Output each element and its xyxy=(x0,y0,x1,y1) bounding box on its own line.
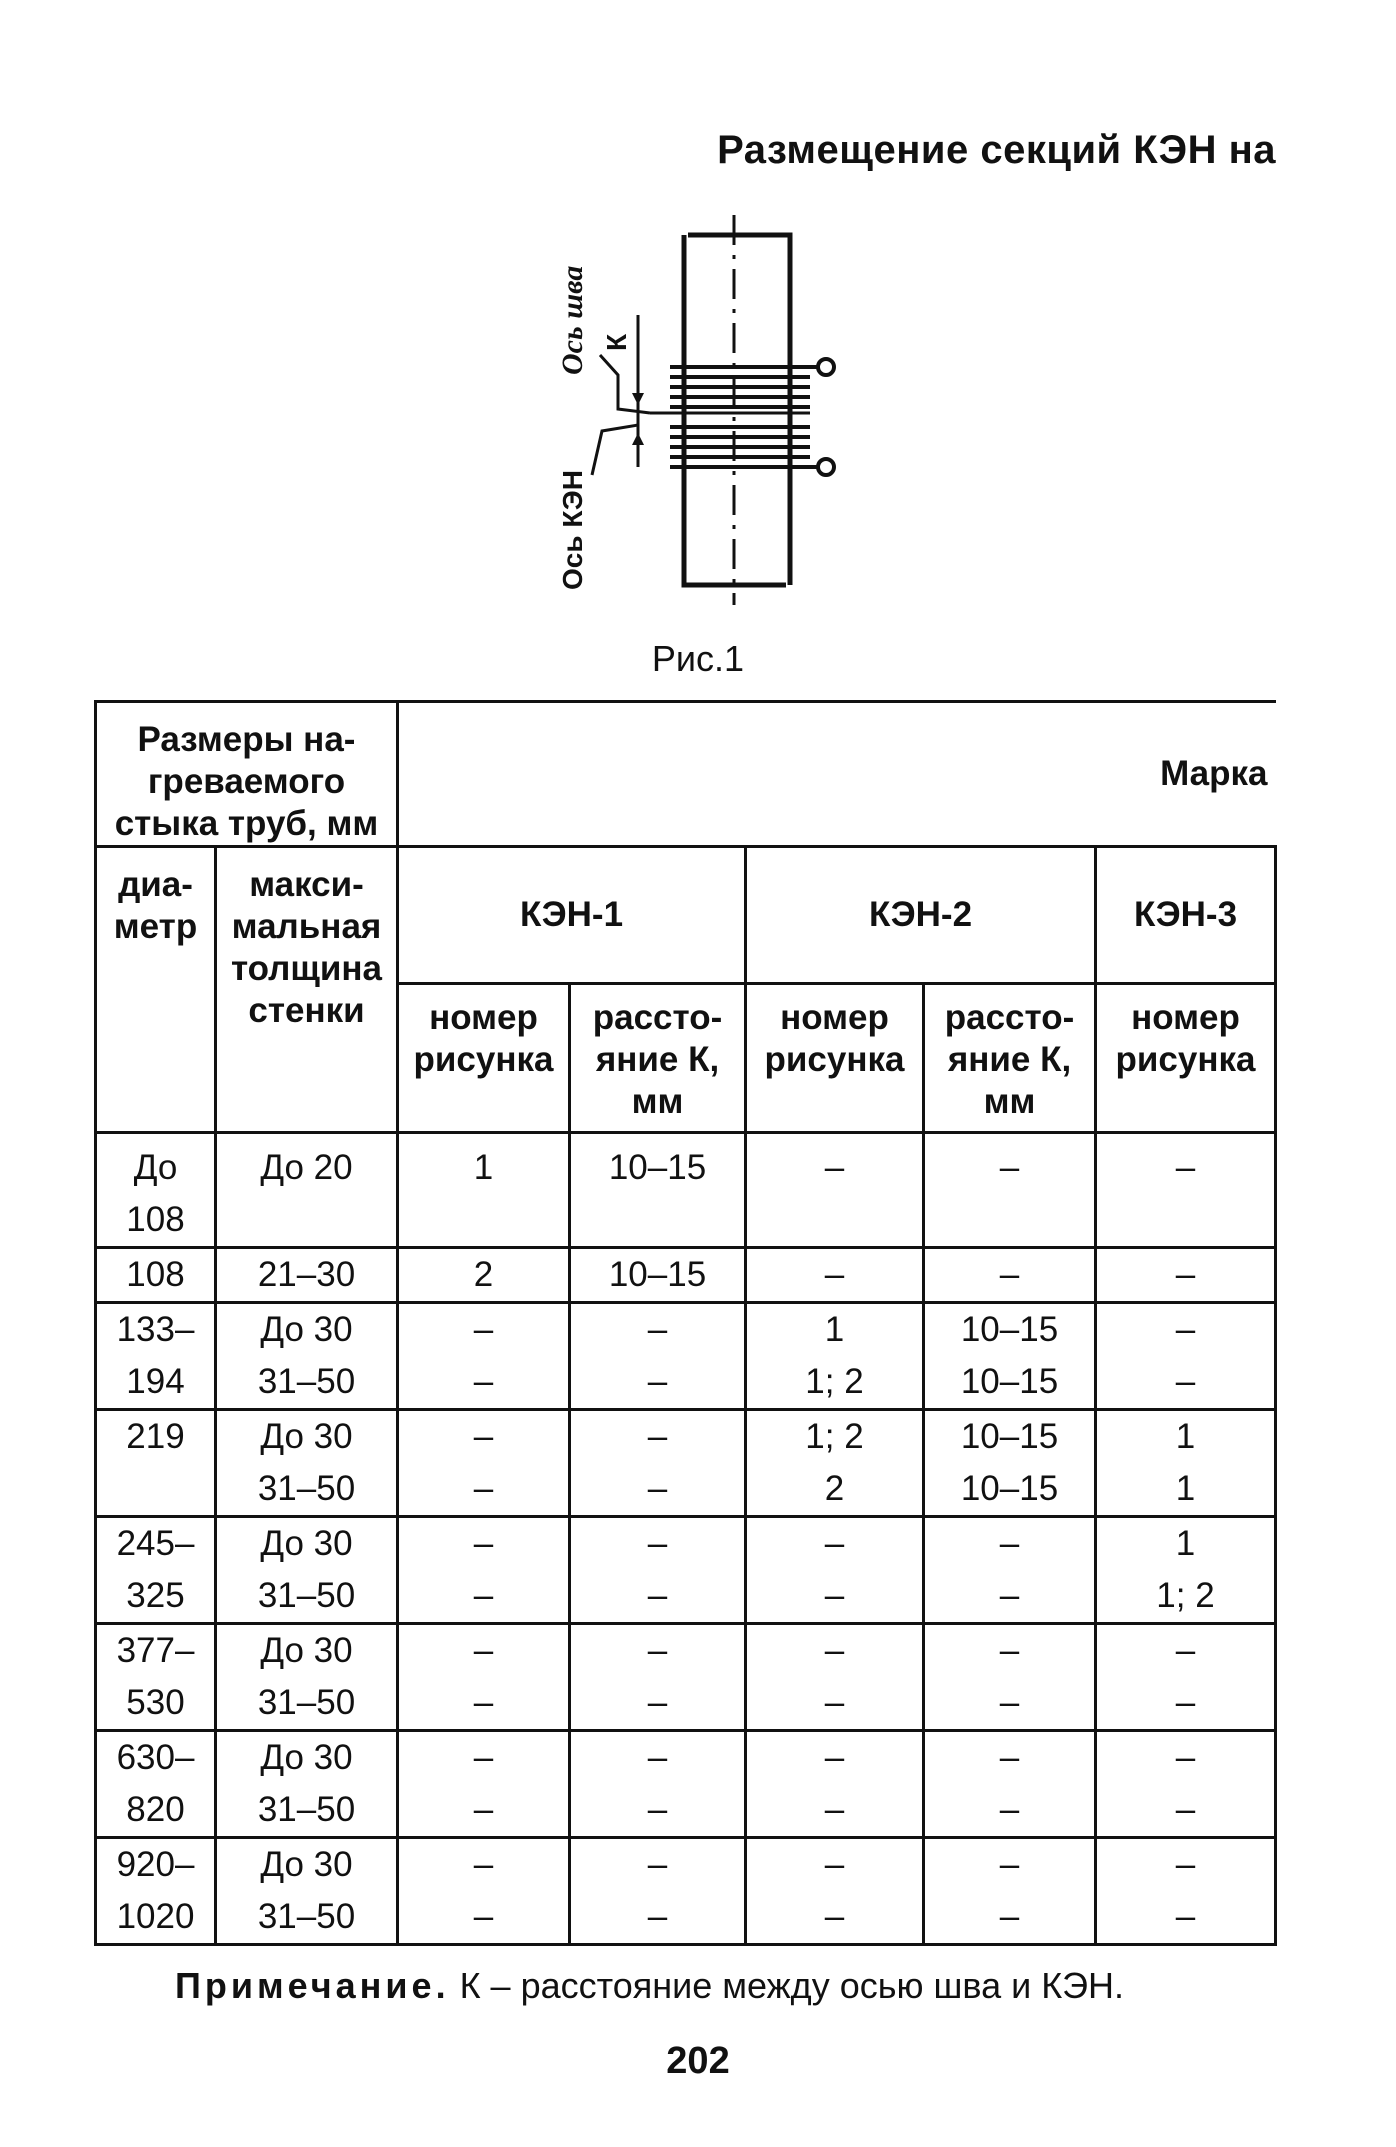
cell-k2-dist: – – xyxy=(924,1624,1096,1731)
table-row xyxy=(96,1838,1276,1945)
header-diameter: диа- метр xyxy=(96,847,216,1133)
header-ken1-dist: рассто- яние К, мм xyxy=(570,984,746,1133)
cell-k1-fig: – – xyxy=(398,1838,570,1945)
table-row xyxy=(96,1303,1276,1410)
table-note xyxy=(175,1965,1124,2007)
ken-diagram-svg xyxy=(520,205,860,635)
cell-wall: До 30 31–50 xyxy=(216,1517,398,1624)
cell-k2-fig: – – xyxy=(746,1731,924,1838)
header-ken2-dist: рассто- яние К, мм xyxy=(924,984,1096,1133)
header-ken1: КЭН-1 xyxy=(398,847,746,984)
cell-k1-dist: 10–15 xyxy=(570,1133,746,1248)
terminal-bottom-icon xyxy=(818,459,834,475)
cell-k1-fig: – – xyxy=(398,1410,570,1517)
cell-k1-dist: – – xyxy=(570,1410,746,1517)
terminal-top-icon xyxy=(818,359,834,375)
cell-wall: До 20 xyxy=(216,1133,398,1248)
cell-k2-fig: 1; 2 2 xyxy=(746,1410,924,1517)
table-row xyxy=(96,1133,1276,1248)
cell-k1-dist: – – xyxy=(570,1731,746,1838)
cell-k1-dist: 10–15 xyxy=(570,1248,746,1303)
cell-diameter: 630– 820 xyxy=(96,1731,216,1838)
figure-ken-placement xyxy=(520,205,860,635)
k-label: К xyxy=(601,333,632,351)
table-body xyxy=(96,1133,1276,1945)
cell-k1-fig: – – xyxy=(398,1517,570,1624)
cell-k2-fig: – xyxy=(746,1133,924,1248)
cell-wall: До 30 31–50 xyxy=(216,1838,398,1945)
ken-placement-table xyxy=(94,700,1277,1946)
cell-k1-dist: – – xyxy=(570,1517,746,1624)
cell-diameter: 133– 194 xyxy=(96,1303,216,1410)
cell-k1-fig: 2 xyxy=(398,1248,570,1303)
cell-k2-fig: 1 1; 2 xyxy=(746,1303,924,1410)
cell-k2-fig: – – xyxy=(746,1624,924,1731)
page-number: 202 xyxy=(666,2040,730,2082)
note-label: Примечание. xyxy=(175,1965,450,2006)
cell-k1-fig: 1 xyxy=(398,1133,570,1248)
cell-diameter: До 108 xyxy=(96,1133,216,1248)
cell-k1-fig: – – xyxy=(398,1303,570,1410)
cell-k1-fig: – – xyxy=(398,1624,570,1731)
cell-k3-fig: 1 1; 2 xyxy=(1096,1517,1276,1624)
cell-k3-fig: – – xyxy=(1096,1731,1276,1838)
header-brand: Марка xyxy=(398,702,1276,847)
cell-k2-fig: – – xyxy=(746,1517,924,1624)
cell-k2-dist: – – xyxy=(924,1517,1096,1624)
table-row xyxy=(96,1517,1276,1624)
cell-wall: 21–30 xyxy=(216,1248,398,1303)
cell-k1-dist: – – xyxy=(570,1838,746,1945)
cell-k3-fig: – – xyxy=(1096,1624,1276,1731)
cell-k3-fig: – – xyxy=(1096,1303,1276,1410)
page-title: Размещение секций КЭН на xyxy=(717,128,1276,172)
cell-diameter: 219 xyxy=(96,1410,216,1517)
cell-k1-fig: – – xyxy=(398,1731,570,1838)
table-row xyxy=(96,1248,1276,1303)
header-ken1-fig: номер рисунка xyxy=(398,984,570,1133)
cell-k2-dist: 10–15 10–15 xyxy=(924,1303,1096,1410)
table-row xyxy=(96,1731,1276,1838)
cell-diameter: 108 xyxy=(96,1248,216,1303)
cell-k2-fig: – xyxy=(746,1248,924,1303)
header-ken3-fig: номер рисунка xyxy=(1096,984,1276,1133)
cell-k3-fig: – xyxy=(1096,1133,1276,1248)
weld-axis-leader xyxy=(600,355,650,413)
cell-k2-dist: – xyxy=(924,1248,1096,1303)
table-row xyxy=(96,1410,1276,1517)
cell-k1-dist: – – xyxy=(570,1303,746,1410)
header-pipe-sizes: Размеры на- греваемого стыка труб, мм xyxy=(96,702,398,847)
ken-axis-leader xyxy=(592,425,638,475)
cell-diameter: 920– 1020 xyxy=(96,1838,216,1945)
figure-caption: Рис.1 xyxy=(651,638,745,679)
cell-k2-dist: – – xyxy=(924,1731,1096,1838)
cell-k1-dist: – – xyxy=(570,1624,746,1731)
cell-k3-fig: – – xyxy=(1096,1838,1276,1945)
cell-wall: До 30 31–50 xyxy=(216,1731,398,1838)
pipe-right-wall xyxy=(688,235,790,585)
header-ken2-fig: номер рисунка xyxy=(746,984,924,1133)
cell-k2-dist: – xyxy=(924,1133,1096,1248)
cell-wall: До 30 31–50 xyxy=(216,1410,398,1517)
table-row xyxy=(96,1624,1276,1731)
ken-axis-label: Ось КЭН xyxy=(557,470,588,590)
cell-wall: До 30 31–50 xyxy=(216,1303,398,1410)
cell-diameter: 377– 530 xyxy=(96,1624,216,1731)
cell-k2-fig: – – xyxy=(746,1838,924,1945)
header-ken3: КЭН-3 xyxy=(1096,847,1276,984)
header-ken2: КЭН-2 xyxy=(746,847,1096,984)
cell-k3-fig: 1 1 xyxy=(1096,1410,1276,1517)
note-text: К – расстояние между осью шва и КЭН. xyxy=(449,1965,1125,2006)
header-max-wall: макси- мальная толщина стенки xyxy=(216,847,398,1133)
cell-k2-dist: 10–15 10–15 xyxy=(924,1410,1096,1517)
weld-axis-label: Ось шва xyxy=(556,265,589,375)
cell-wall: До 30 31–50 xyxy=(216,1624,398,1731)
cell-k2-dist: – – xyxy=(924,1838,1096,1945)
cell-diameter: 245– 325 xyxy=(96,1517,216,1624)
cell-k3-fig: – xyxy=(1096,1248,1276,1303)
